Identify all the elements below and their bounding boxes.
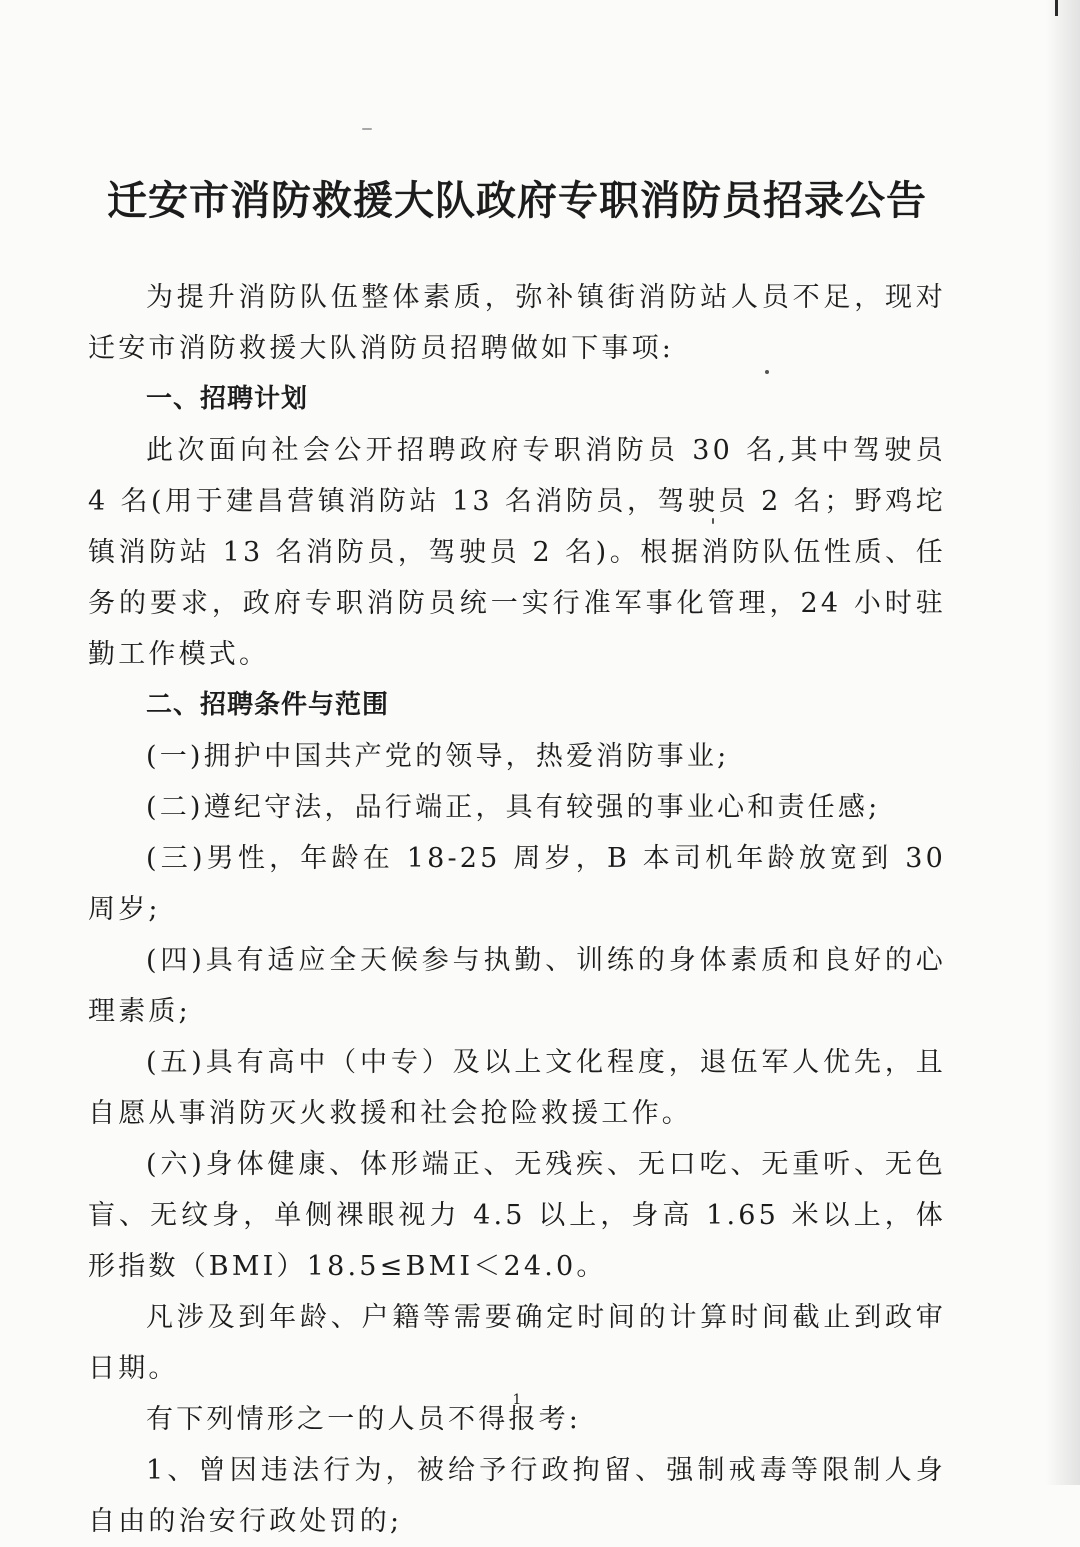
exclusion-item: 1、曾因违法行为，被给予行政拘留、强制戒毒等限制人身自由的治安行政处罚的; xyxy=(88,1455,946,1537)
page-number: 1 xyxy=(512,1392,522,1408)
scan-speck xyxy=(362,128,372,130)
condition-item: (二)遵纪守法，品行端正，具有较强的事业心和责任感; xyxy=(146,792,881,823)
note-paragraph: 凡涉及到年龄、户籍等需要确定时间的计算时间截止到政审日期。 xyxy=(88,1302,946,1384)
exclusion-intro: 有下列情形之一的人员不得报考: xyxy=(146,1404,582,1435)
intro-paragraph: 为提升消防队伍整体素质，弥补镇街消防站人员不足，现对迁安市消防救援大队消防员招聘做如下事项: xyxy=(88,282,946,364)
condition-item: (三)男性，年龄在 18-25 周岁，B 本司机年龄放宽到 30 周岁; xyxy=(88,843,946,925)
condition-item: (五)具有高中（中专）及以上文化程度，退伍军人优先，且自愿从事消防灭火救援和社会抢险救援工作。 xyxy=(88,1047,946,1129)
document-body xyxy=(88,272,946,1547)
scan-speck xyxy=(765,370,769,374)
condition-item: (六)身体健康、体形端正、无残疾、无口吃、无重听、无色盲、无纹身，单侧裸眼视力 4.5 以上，身高 1.65 米以上，体形指数（BMI）18.5≤BMI＜24.0。 xyxy=(88,1149,946,1282)
scan-speck xyxy=(712,518,714,524)
condition-item: (四)具有适应全天候参与执勤、训练的身体素质和良好的心理素质; xyxy=(88,945,946,1027)
section-heading-conditions: 二、招聘条件与范围 xyxy=(146,690,390,720)
condition-item: (一)拥护中国共产党的领导，热爱消防事业; xyxy=(146,741,730,772)
scan-mark xyxy=(1055,0,1058,16)
section-heading-plan: 一、招聘计划 xyxy=(146,384,309,414)
plan-paragraph: 此次面向社会公开招聘政府专职消防员 30 名,其中驾驶员 4 名(用于建昌营镇消防站 13 名消防员，驾驶员 2 名；野鸡坨镇消防站 13 名消防员，驾驶员 2 名)。根据消防队伍性质、任务的要求，政府专职消防员统一实行准军事化管理，24 小时驻勤工作模式。 xyxy=(88,435,946,670)
scan-edge-shadow xyxy=(1046,0,1080,1485)
document-title: 迁安市消防救援大队政府专职消防员招录公告 xyxy=(107,176,927,224)
